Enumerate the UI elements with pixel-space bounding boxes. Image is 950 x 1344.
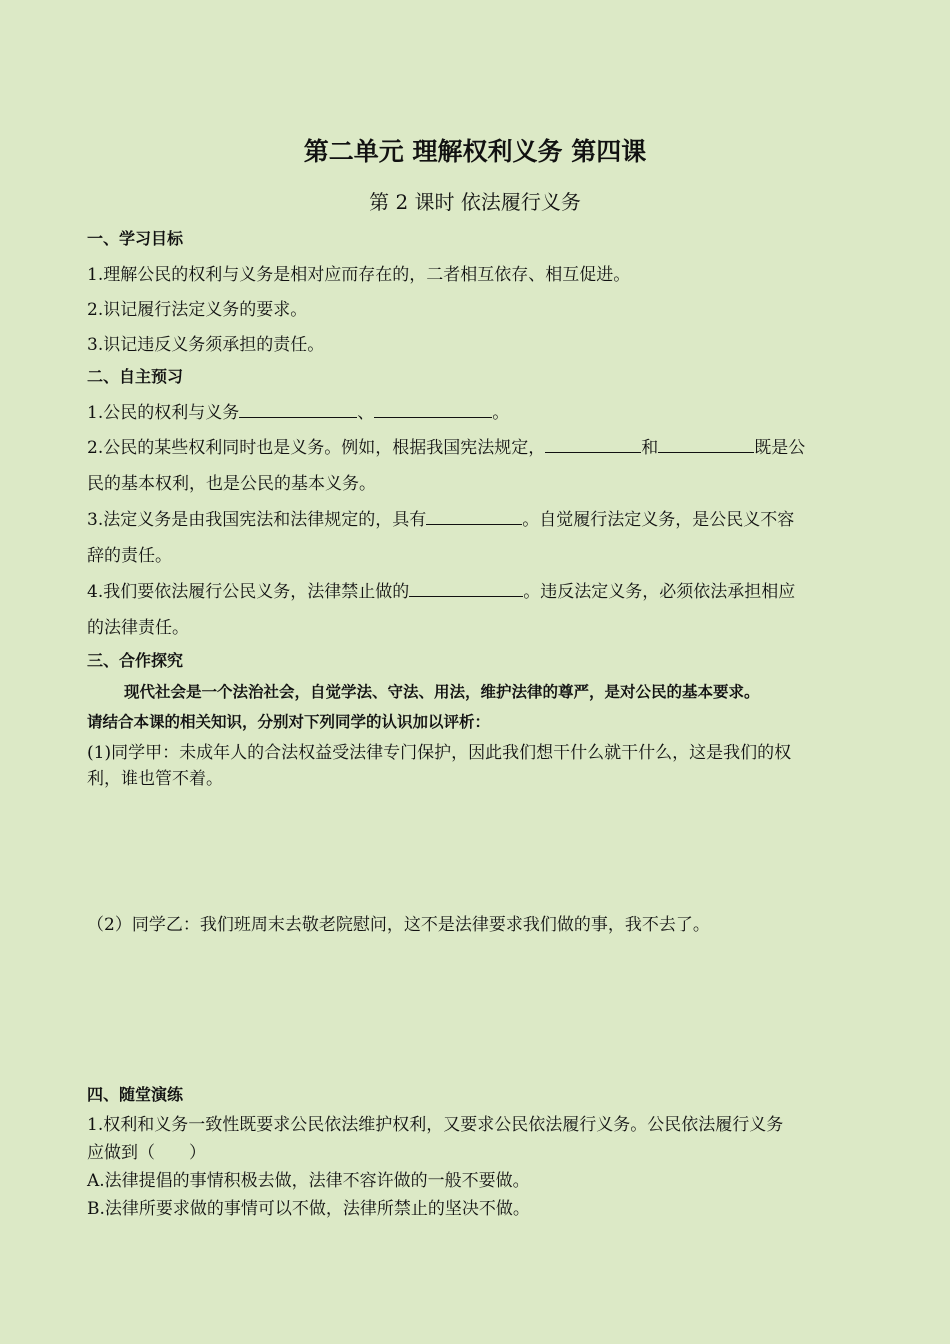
preview-text: 既是公	[754, 438, 806, 458]
explore-item-1-cont: 利，谁也管不着。	[87, 769, 223, 789]
preview-text: 2.公民的某些权利同时也是义务。例如，根据我国宪法规定，	[87, 438, 546, 458]
option-a: A.法律提倡的事情积极去做，法律不容许做的一般不要做。	[87, 1171, 530, 1191]
goal-item: 1.理解公民的权利与义务是相对应而存在的，二者相互依存、相互促进。	[87, 265, 631, 285]
explore-item-2: （2）同学乙：我们班周末去敬老院慰问，这不是法律要求我们做的事，我不去了。	[87, 915, 710, 935]
goal-item: 3.识记违反义务须承担的责任。	[87, 335, 325, 355]
lesson-subtitle: 第 2 课时 依法履行义务	[369, 190, 581, 214]
preview-text: 。自觉履行法定义务，是公民义不容	[522, 510, 795, 530]
preview-text: 4.我们要依法履行公民义务，法律禁止做的	[87, 582, 410, 602]
goal-item: 2.识记履行法定义务的要求。	[87, 300, 308, 320]
explore-intro: 现代社会是一个法治社会，自觉学法、守法、用法，维护法律的尊严，是对公民的基本要求。	[124, 682, 760, 701]
preview-question-3	[87, 505, 794, 530]
preview-question-2	[87, 433, 805, 458]
page-title: 第二单元 理解权利义务 第四课	[303, 137, 647, 166]
preview-text: 的法律责任。	[87, 618, 189, 638]
fill-blank[interactable]	[374, 401, 492, 418]
fill-blank[interactable]	[658, 436, 754, 453]
section-heading-goals: 一、学习目标	[87, 229, 184, 248]
fill-blank[interactable]	[409, 580, 523, 597]
section-heading-practice: 四、随堂演练	[87, 1085, 184, 1104]
preview-question-1	[87, 398, 509, 423]
preview-text: 和	[641, 438, 659, 458]
preview-text: 3.法定义务是由我国宪法和法律规定的，具有	[87, 510, 427, 530]
practice-question-1: 1.权利和义务一致性既要求公民依法维护权利，又要求公民依法履行义务。公民依法履行义务	[87, 1115, 784, 1135]
explore-item-1: (1)同学甲：未成年人的合法权益受法律专门保护，因此我们想干什么就干什么，这是我们的权	[87, 743, 792, 763]
preview-text: 民的基本权利，也是公民的基本义务。	[87, 474, 376, 494]
section-heading-preview: 二、自主预习	[87, 367, 184, 386]
fill-blank[interactable]	[239, 401, 357, 418]
fill-blank[interactable]	[545, 436, 641, 453]
preview-text: 、	[357, 403, 375, 423]
preview-text: 辞的责任。	[87, 546, 172, 566]
section-heading-explore: 三、合作探究	[87, 651, 184, 670]
option-b: B.法律所要求做的事情可以不做，法律所禁止的坚决不做。	[87, 1199, 530, 1219]
practice-question-1-cont: 应做到（ ）	[87, 1143, 206, 1163]
preview-question-4	[87, 577, 795, 602]
preview-text: 1.公民的权利与义务	[87, 403, 240, 423]
fill-blank[interactable]	[426, 508, 522, 525]
preview-text: 。	[492, 403, 510, 423]
explore-intro: 请结合本课的相关知识，分别对下列同学的认识加以评析：	[87, 712, 491, 731]
preview-text: 。违反法定义务，必须依法承担相应	[523, 582, 796, 602]
